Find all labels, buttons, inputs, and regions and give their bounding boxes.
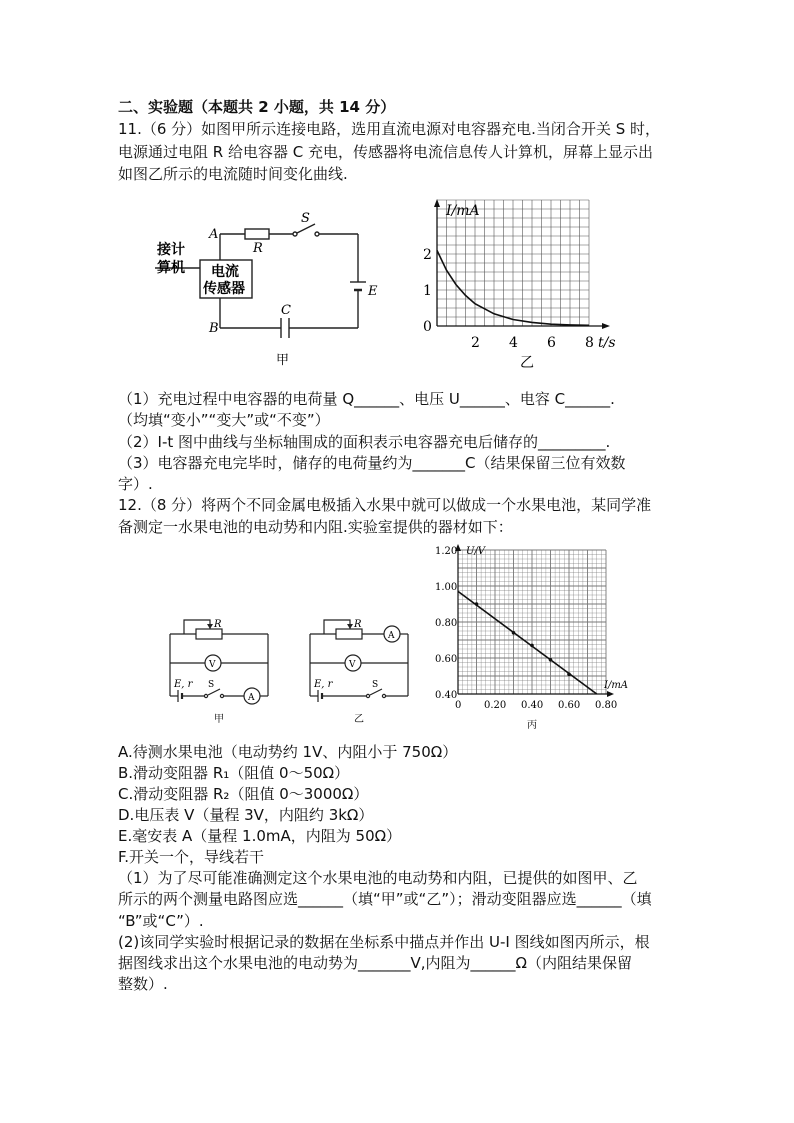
q11-line-3: 如图乙所示的电流随时间变化曲线. [118, 165, 348, 183]
q12-sub-2b: 据图线求出这个水果电池的电动势为_______V,内阻为______Ω（内阻结果保留 [118, 954, 632, 972]
caption-12-yi: 乙 [354, 714, 364, 725]
yi-label-er: E, r [314, 679, 333, 690]
q12-sub-2: (2)该同学实验时根据记录的数据在坐标系中描点并作出 U-I 图线如图丙所示，根 [118, 933, 650, 951]
yi-xlabel: t/s [598, 335, 616, 351]
circuit-figure-jia [153, 198, 393, 376]
label-sensor-2: 传感器 [203, 281, 245, 297]
bing-data-point [549, 658, 553, 662]
bing-ytick-label: 0.80 [435, 618, 458, 629]
yi-label-s: S [372, 680, 379, 690]
q11-sub-3b: 字）. [118, 475, 153, 493]
bing-ytick-label: 1.20 [435, 546, 458, 557]
yi-voltmeter-label: V [349, 660, 356, 670]
yi-xtick-label: 6 [547, 335, 556, 351]
caption-yi: 乙 [520, 355, 534, 371]
q12-sub-1: （1）为了尽可能准确测定这个水果电池的电动势和内阻，已提供的如图甲、乙 [118, 869, 638, 887]
yi-xtick-label: 4 [509, 335, 518, 351]
q11-line-2: 电源通过电阻 R 给电容器 C 充电，传感器将电流信息传人计算机，屏幕上显示出 [118, 143, 653, 161]
bing-xlabel: I/mA [604, 680, 629, 691]
voltage-current-chart [432, 540, 632, 734]
q12-sub-2c: 整数）. [118, 975, 168, 993]
yi-label-r: R [354, 619, 362, 630]
jia-ammeter-label: A [248, 693, 255, 703]
yi-ylabel: I/mA [446, 203, 480, 219]
circuit-figure-12-yi [300, 608, 428, 730]
jia-label-s: S [208, 680, 215, 690]
bing-data-point [530, 644, 534, 648]
option-e: E.毫安表 A（量程 1.0mA，内阻为 50Ω） [118, 827, 402, 845]
q12-line-2: 备测定一水果电池的电动势和内阻.实验室提供的器材如下： [118, 518, 513, 536]
bing-ytick-label: 0.60 [435, 654, 458, 665]
label-computer-2: 算机 [157, 260, 185, 276]
q11-line-1: 11.（6 分）如图甲所示连接电路，选用直流电源对电容器充电.当闭合开关 S 时， [118, 120, 660, 138]
label-computer-1: 接计 [157, 242, 185, 258]
option-d: D.电压表 V（量程 3V，内阻约 3kΩ） [118, 806, 374, 824]
bing-ytick-label: 1.00 [435, 582, 458, 593]
q11-sub-2: （2）I-t 图中曲线与坐标轴围成的面积表示电容器充电后储存的_________. [118, 433, 611, 451]
label-sensor-1: 电流 [211, 264, 239, 280]
option-a: A.待测水果电池（电动势约 1V、内阻小于 750Ω） [118, 743, 458, 761]
bing-xtick-label: 0.80 [595, 700, 618, 711]
q12-line-1: 12.（8 分）将两个不同金属电极插入水果中就可以做成一个水果电池，某同学准 [118, 496, 652, 514]
bing-xtick-label: 0.60 [558, 700, 581, 711]
caption-bing: 丙 [527, 720, 537, 731]
resistor-r [245, 229, 269, 239]
caption-12-jia: 甲 [214, 714, 224, 725]
bing-ytick-label: 0.40 [435, 690, 458, 701]
label-node-a: A [209, 227, 219, 242]
bing-xtick-label: 0.20 [484, 700, 507, 711]
label-resistor: R [253, 241, 263, 256]
section-title: 二、实验题（本题共 2 小题，共 14 分） [118, 98, 396, 116]
jia-label-r: R [214, 619, 222, 630]
q11-sub-1b: （均填“变小”“变大”或“不变”） [118, 411, 330, 429]
bing-xtick-label: 0.40 [521, 700, 544, 711]
yi-ytick-label: 1 [423, 283, 432, 299]
label-capacitor: C [281, 303, 291, 318]
bing-data-point [475, 602, 479, 606]
circuit-figure-12-jia [160, 608, 288, 730]
option-f: F.开关一个，导线若干 [118, 848, 264, 866]
q12-sub-1b: 所示的两个测量电路图应选______（填“甲”或“乙”）；滑动变阻器应选______（填 [118, 890, 652, 908]
option-c: C.滑动变阻器 R₂（阻值 0～3000Ω） [118, 785, 369, 803]
jia-voltmeter-label: V [209, 660, 216, 670]
label-node-b: B [209, 321, 219, 336]
yi-xtick-label: 8 [585, 335, 594, 351]
q11-sub-1: （1）充电过程中电容器的电荷量 Q______、电压 U______、电容 C______. [118, 390, 615, 408]
caption-jia: 甲 [276, 353, 290, 368]
label-switch: S [301, 211, 310, 226]
bing-ylabel: U/V [466, 546, 486, 557]
option-b: B.滑动变阻器 R₁（阻值 0～50Ω） [118, 764, 350, 782]
current-time-chart [410, 195, 630, 375]
bing-data-point [512, 631, 516, 635]
yi-ammeter-label: A [388, 631, 395, 641]
label-battery: E [368, 284, 378, 299]
bing-data-point [567, 672, 571, 676]
q12-sub-1c: “B”或“C”）. [118, 912, 204, 930]
yi-ytick-label: 0 [423, 319, 432, 335]
q11-sub-3: （3）电容器充电完毕时，储存的电荷量约为_______C（结果保留三位有效数 [118, 454, 626, 472]
jia-label-er: E, r [174, 679, 193, 690]
yi-xtick-label: 2 [471, 335, 480, 351]
bing-xtick-label: 0 [455, 700, 462, 711]
yi-ytick-label: 2 [423, 247, 432, 263]
